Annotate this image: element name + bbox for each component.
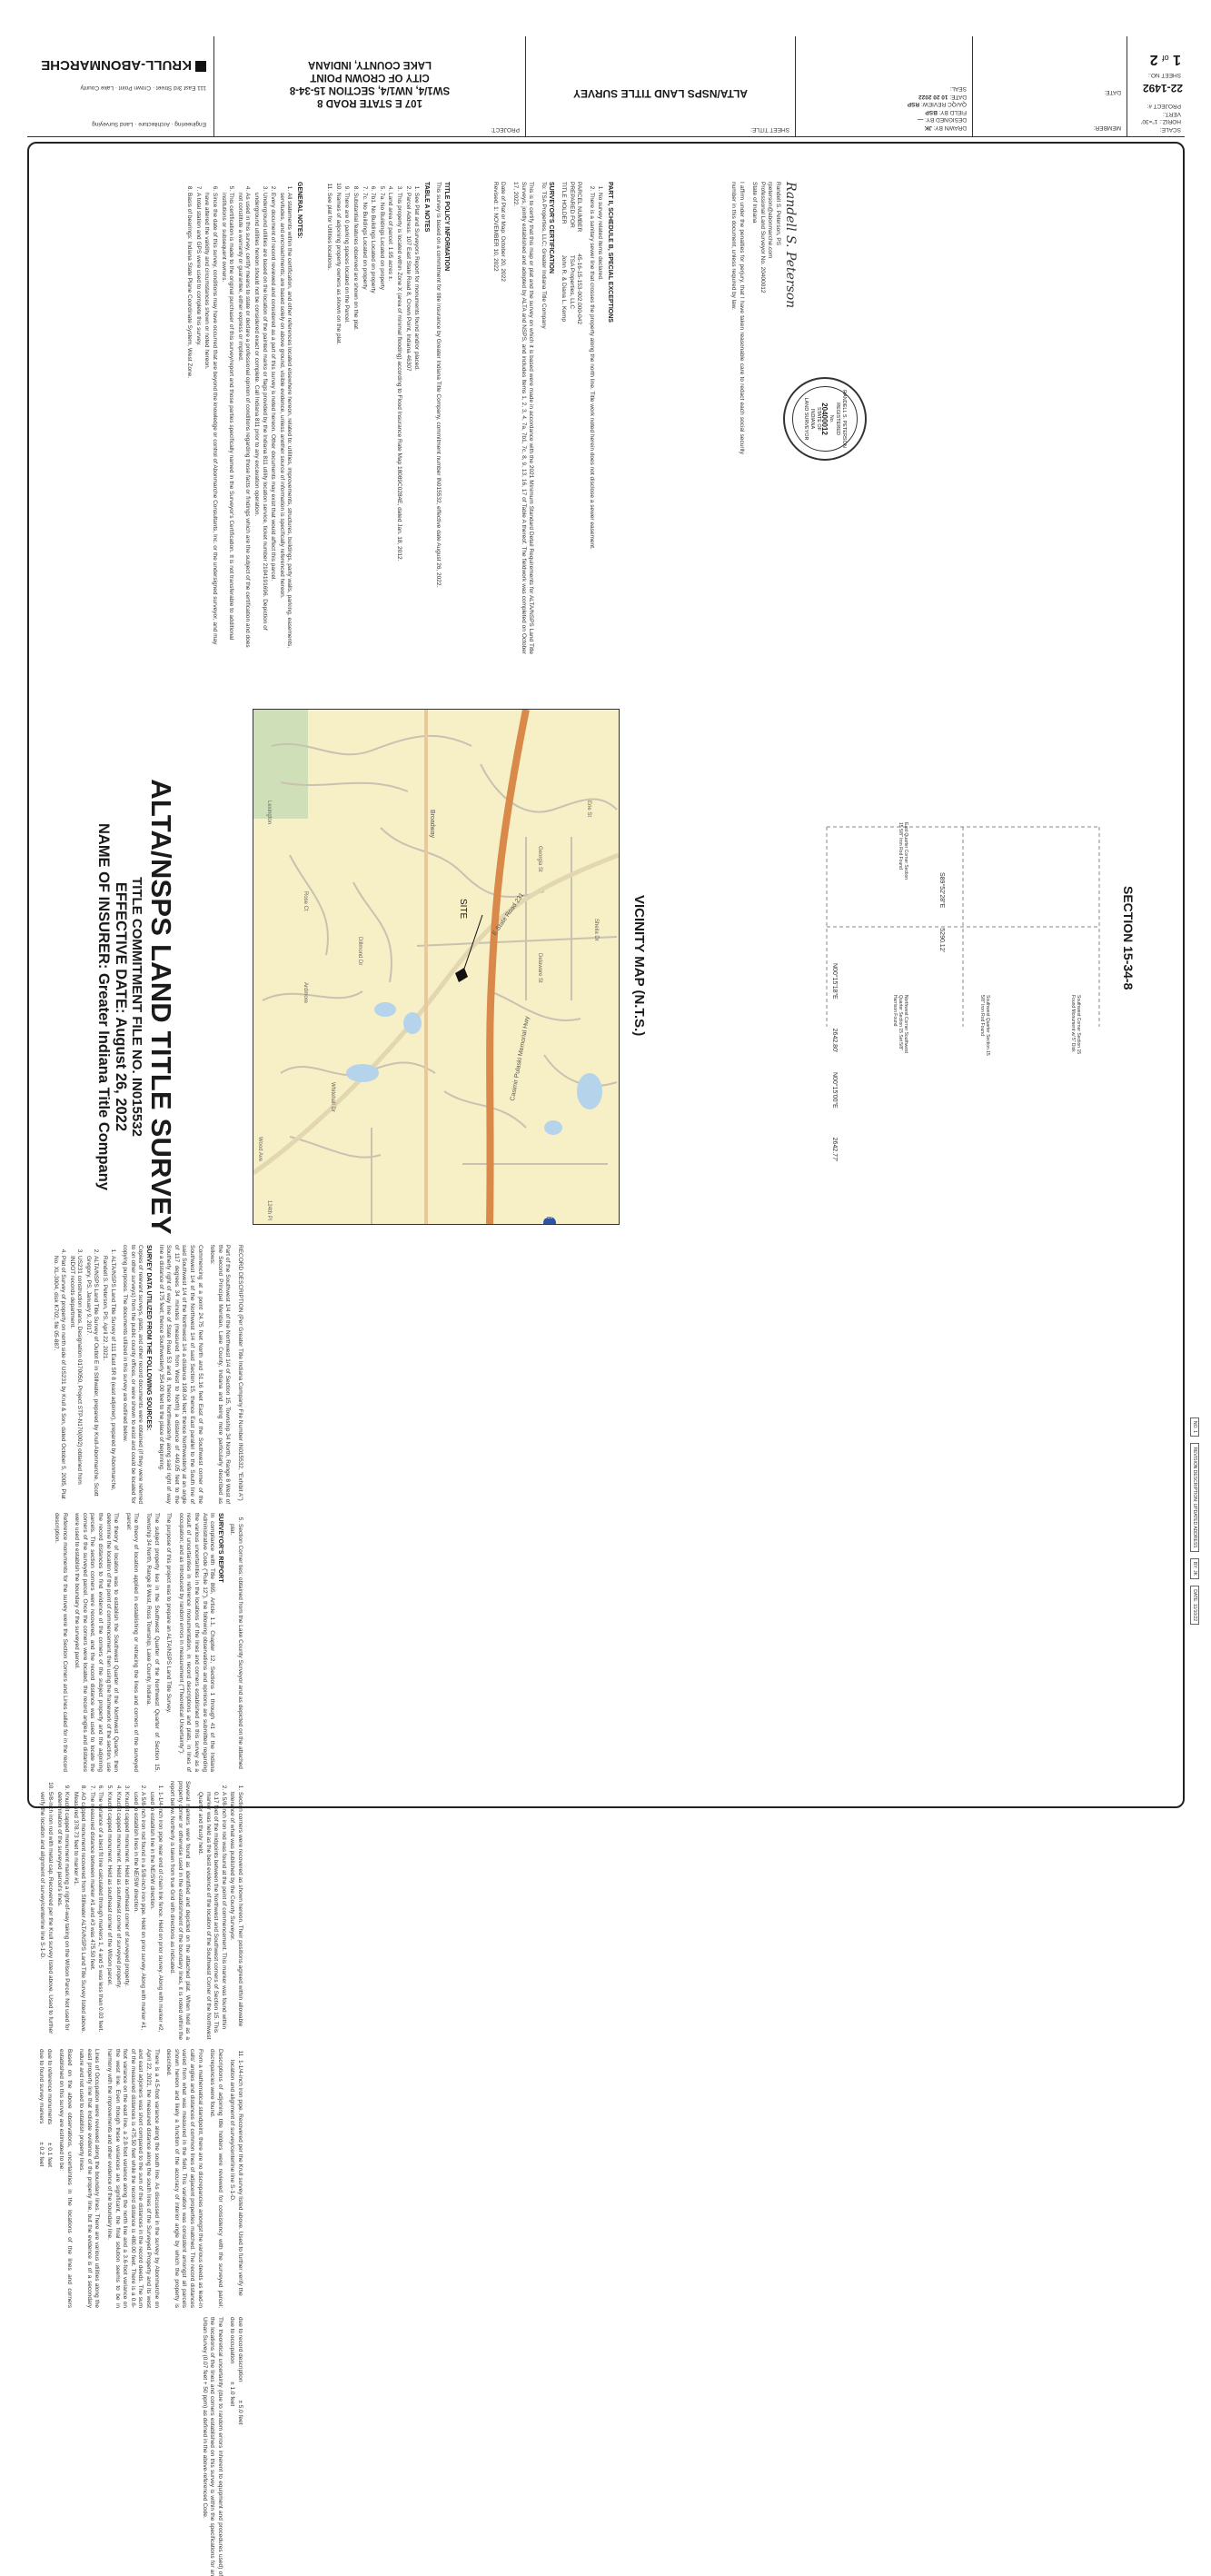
- surveyor-state: State of Indiana: [751, 182, 759, 224]
- pond: [346, 1064, 379, 1082]
- project-label: PROJECT:: [491, 126, 520, 133]
- vicinity-map-graphic: [253, 710, 619, 1224]
- schedule-item: 2. There is a sanitary sewer line that crosses the property along the north line. Title work noted herein does not disclose a sewer easement.: [587, 193, 595, 654]
- field-label: FIELD BY:: [938, 108, 967, 115]
- parcel-label: PARCEL NUMBER: [576, 182, 583, 233]
- monument-item: 2. A 5/8-inch iron rod was found at the point of commencement. This marker was found within 0.17 feet of the midpoints between the Northwest and Southwest corners of Section 15. This marker was held as the best evidence of the location of the Southwest Corner of the Northwest Quarter and thusly held.: [195, 1792, 226, 2040]
- cert-date: Date of Plat or Map: October 20, 2022: [500, 182, 507, 282]
- vicinity-map: [253, 709, 620, 1225]
- report-paragraph: The subject property lies in the Southwest Quarter of the Northwest Quarter of Section 15, Township 34 North, Range 8 West, Ross Township, Lake County, Indiana.: [145, 1513, 160, 1772]
- general-note: 4. As used in this survey, certify means to state or declare a professional opinion of conditions regarding those facts or findings which are the subject of the certification and does not constitute a warranty or guarantee, either express or implied.: [235, 193, 251, 654]
- uncertainty-value: ± 5.0 feet: [237, 2400, 243, 2425]
- monuments-heading: Reference monuments for the survey were the Section Corners and Lines called for in the record description.: [54, 1513, 68, 1772]
- report-paragraph: In compliance with Title 865, Article 1.1, Chapter 12, Sections 1 through 41 of the Indiana Administrative Code ("Rule 12"), the following observations and opinions are submitted regarding the various uncertainties in the locations of the lines and corners established on this survey as a result of uncertainties in reference monumentation, in record descriptions and plats, in lines of occupation; and as introduced by random errors in measurement ("Theoretical Uncertainty"):: [177, 1513, 216, 1772]
- schedule-heading: PART II, SCHEDULE B, SPECIAL EXCEPTIONS: [607, 182, 613, 323]
- data-item: 2. ALTA/NSPS Land Title Survey of Outlot E in Stillwater, prepared by Krull-Abonmarche, Scott Gregory, PS, January 9, 2017.: [84, 1256, 99, 1504]
- vicinity-caption: [631, 895, 647, 1036]
- table-a-item: 6. 7b1. No Buildings Located on property: [369, 193, 377, 654]
- data-item: 5. Section Corner ties: obtained from the Lake County Surveyor and as depicted on the attached plat.: [228, 1524, 243, 1772]
- report-paragraph: The theory of location applied in establishing or retracing the lines and corners of the surveyed parcel:: [124, 1513, 140, 1772]
- seal-line: INDIANA: [809, 408, 816, 430]
- road-label-georgia: Georgia St: [537, 846, 542, 872]
- schedule-item: 1. No survey related items declared.: [596, 193, 604, 654]
- project-line: LAKE COUNTY, INDIANA: [307, 59, 432, 70]
- seal-line: 20400012: [820, 403, 829, 435]
- road-label-wood: Wood Ave: [257, 1137, 263, 1162]
- corner-text: Northwest Corner Southwest Quarter Section 15 Set 5/8" Harrison Found: [892, 995, 908, 1053]
- field-label: DRAWN BY:: [933, 124, 967, 131]
- project-number: 22-1492: [1142, 82, 1183, 94]
- section-corner-label-ne: [898, 822, 908, 886]
- sheet-of: of: [1162, 54, 1169, 63]
- general-note: 1. All statements within the certification, and other references located elsewhere hereon, related to: utilities, improvements, structures, buildings, party walls, parking, easements, servitudes, and encroachments; are based solely on above ground, visible evidence, unless another source of information is specifically referenced hereon.: [277, 193, 293, 654]
- marker-item: 2. A 5/8-inch iron rod found in a 5/8-inch iron pipe. Held on prior survey. Along with marker #1, used to establish lines in the NE/SW direction.: [131, 1792, 146, 2040]
- table-a-heading: TABLE A NOTES: [422, 182, 430, 233]
- sheet-label: SHEET NO.:: [1147, 72, 1181, 78]
- scale-horiz: HORIZ.: 1"=30': [1141, 118, 1181, 125]
- distance-text: 2642.77': [831, 1137, 838, 1162]
- field-value: RSP: [907, 101, 920, 108]
- bearing-text: N00°15'00"E: [831, 1072, 838, 1109]
- title-block-main: [94, 771, 177, 1243]
- marker-item: 3. Knuckit capped monument. Held as northeast corner of surveyed property.: [123, 1792, 131, 2040]
- parcel-row: [575, 182, 583, 654]
- uncertainty-row: [45, 2049, 53, 2308]
- firm-block: [27, 36, 213, 136]
- pond: [544, 1120, 562, 1135]
- revision-strip: [1192, 1417, 1197, 1817]
- pond: [374, 1002, 396, 1017]
- marker-item: 10. 5/8-inch iron rod with metal cap. Recovered per the Krull survey listed above. Used to further verify the location and alignment of survey/centerline line S-1-D.: [38, 1792, 54, 2040]
- road-label-dillmond: Dillmond Dr: [357, 937, 362, 966]
- field-label: QA/QC REVIEW:: [920, 101, 967, 108]
- table-a-item: 10. Names of adjoining property owners as shown on the plat.: [333, 193, 342, 654]
- field-row: [803, 123, 967, 131]
- pond: [403, 1012, 422, 1034]
- uncertainty-value: ± 0.1 feet: [45, 2142, 53, 2167]
- project-line: SW1/4, NW1/4, SECTION 15-34-8: [289, 85, 451, 95]
- report-paragraph: The purpose of this project was to prepare an ALTA/NSPS Land Title Survey.: [165, 1513, 173, 1714]
- surveyor-email: rpeterson@abonmarche.com: [767, 182, 774, 259]
- road-label-erie: Erie St: [586, 801, 591, 818]
- uncertainty-value: ± 0.2 feet: [37, 2142, 45, 2167]
- surveyor-name: Randell S. Peterson, PS: [775, 182, 781, 246]
- vicinity-caption-text: VICINITY MAP (N.T.S.): [631, 895, 647, 1037]
- prepared-row: [567, 182, 575, 654]
- markers-paragraph: Several markers were found as identified and depicted on the attached plat. When held as a property corner or otherwise used in the establishment of the boundary lines, it is noted within the report below. Northerly is taken from true Grid with directions as indicated.: [169, 1781, 192, 2040]
- marker-item: 7. The measured distance between marker #1 and #3 was 475.50 feet.: [87, 1792, 95, 2040]
- corner-text: Southwest Corner Section 15 Found Monument w/ 5" Disk: [1070, 995, 1081, 1055]
- uncertainty-row: [235, 2317, 243, 2576]
- sheet-title-block: [526, 36, 795, 136]
- highway-shield-number: 231: [545, 1215, 553, 1220]
- road-label-ardmore: Ardmore: [303, 982, 308, 1004]
- report-paragraph: The theory of location was to establish the Southwest Quarter of the Northwest Quarter, then determine the location of the point of commencement, then using the framework of the section, use the record distances to find evidence of the corners of the subject property and the adjoining parcels. The section corners were recovered, and the record distance was used to locate the corners of the surveyed parcel. Once the corners were located, the record angles and distances were used to establish the boundary of the surveyed parcel.: [74, 1513, 120, 1772]
- schedule-list: [587, 182, 603, 654]
- field-row: [803, 92, 967, 100]
- seal-line: No.: [829, 414, 835, 423]
- pond: [577, 1073, 602, 1109]
- table-a-item: 9. There are 0 parking spaces located on the Parcel.: [342, 193, 351, 654]
- sheet-total: 2: [1149, 52, 1158, 67]
- cert-revised: Revised: 1: NOVEMBER 10, 2022: [491, 182, 499, 272]
- e-state-road: [253, 855, 619, 1173]
- member-block: [973, 36, 1127, 136]
- section-bearing-mid: [937, 872, 945, 952]
- bearing-text: S89°52'28"E: [938, 872, 945, 909]
- project-number-label: PROJECT #:: [1146, 103, 1181, 110]
- monuments-list: [195, 1781, 243, 2040]
- monument-item: 1. Section corners were recovered as shown hereon. Their positions agreed within allowable tolerance of what was published by the County Surveyor.: [228, 1792, 243, 2040]
- corner-text: Southwest Quarter Section 15 5/8" Iron Rod Found: [979, 995, 990, 1056]
- right-column-notes: [169, 182, 307, 654]
- general-note: 6. Since the date of this survey, conditions may have occurred that are beyond the knowledge or control of Abonmarche Consultants, Inc. or the undersigned surveyor, and may have altered the validity and circumstances shown or noted hereon.: [203, 193, 218, 654]
- prepared-value: TSA Properties, LLC: [568, 254, 575, 310]
- surveyor-title: Professional Land Surveyor No. 20400012: [759, 182, 766, 293]
- affirmation: I affirm under the penalties for perjury, that I have taken reasonable care to redact each social security number in this document, unless required by law.: [730, 182, 745, 454]
- field-label: DATE:: [949, 93, 967, 100]
- report-heading: SURVEYOR'S REPORT: [216, 1513, 223, 1583]
- site-parcel-marker: [455, 968, 468, 982]
- bearing-text: N00°15'18"E: [831, 963, 838, 1000]
- section-bearing-bottom: [829, 1072, 838, 1161]
- date-label: DATE:: [1104, 89, 1121, 96]
- general-note: 8. Basis of bearings: Indiana State Plane Coordinate System, West Zone.: [185, 193, 194, 654]
- road-label-delaware: Delaware St: [537, 953, 542, 983]
- marker-item: 4. Knuckit capped monument. Held as southwest corner of surveyed property.: [114, 1792, 122, 2040]
- signature-text: Randell S. Peterson: [783, 182, 798, 309]
- project-block: [214, 36, 525, 136]
- data-item: 1. ALTA/NSPS Land Title Survey of 111 East SR 8 (east adjoiner), prepared by Abonmarche, Randell S. Peterson, PS, April 22, 2021.: [101, 1256, 116, 1504]
- table-a-item: 7. 7c. No Buildings Located on property: [360, 193, 368, 654]
- table-a-item: 3. This property is located within Zone X (area of minimal flooding) according to Flood Insurance Rate Map 18089C0284E, dated Jan. 18, 2012.: [394, 193, 402, 654]
- sheet-num: 1: [1173, 52, 1181, 67]
- section-diagram-graphic: [818, 818, 1108, 1036]
- scale-vert: VERT.:: [1162, 110, 1181, 117]
- sheet-number: [1150, 51, 1181, 67]
- marker-item: 5. Knuckit capped monument. Held as southeast corner of the Wilson parcel.: [105, 1792, 114, 2040]
- section-bearing-top: [829, 963, 838, 1052]
- field-value: 10 20 2022: [918, 93, 948, 100]
- prepared-label: PREPARED FOR: [568, 182, 575, 228]
- uncertainty-label: due to found survey markers: [37, 2049, 45, 2124]
- marker-item: 6. The variance of a best fit line calculated through markers 1, 4 and 5 was less than 0.03 feet.: [96, 1792, 104, 2040]
- firm-logo: [41, 57, 206, 73]
- left-column-notes: [35, 1245, 243, 2576]
- surveyor-seal: [783, 377, 867, 461]
- theoretical-paragraph: The theoretical uncertainty (due to random errors inherent to equipment and procedures used) of the locations of the lines and corners established on this survey is within the specifications for an Urban Survey (0.07 feet + 50 ppm) as defined in the above-referenced Code.: [201, 2317, 223, 2576]
- table-a-item: 4. Land area of parcel: 1.95 acres ±.: [386, 193, 394, 654]
- general-note: 5. This certification is made to the original purchaser of this survey/report and those parties specifically named in the Surveyor's Certification. It is not transferable to additional institutions or subsequent owners.: [219, 193, 234, 654]
- policy-heading: TITLE POLICY INFORMATION: [443, 182, 450, 272]
- page-title: ALTA/NSPS LAND TITLE SURVEY: [145, 779, 177, 1235]
- corner-text: East Quarter Corner Section 15 5/8" Iron Rod Found: [898, 822, 908, 880]
- firm-logo-icon: [195, 61, 206, 72]
- road-label-rose: Rose Ct: [303, 891, 308, 911]
- sheet-number-block: [1127, 36, 1185, 136]
- general-note: 7. A total station and GPS were used to complete this survey.: [194, 193, 202, 654]
- marker-item: 1. 1-1/4-inch iron pipe near end of chain link fence. Held on prior survey. Along with marker #2, used to establish line in the NE/SW direction.: [147, 1792, 163, 2040]
- uncertainty-label: due to reference monuments: [45, 2049, 53, 2125]
- data-heading: SURVEY DATA UTILIZED FROM THE FOLLOWING SOURCES:: [145, 1245, 153, 1431]
- holder-label: TITLE HOLDER: [561, 182, 568, 224]
- field-value: JK: [924, 124, 932, 131]
- holder-row: [559, 182, 567, 654]
- scale-block: [1128, 102, 1181, 133]
- table-a-list: [325, 182, 421, 654]
- uncertainty-row: [36, 2049, 45, 2308]
- seal-text: [785, 379, 865, 459]
- firm-subtitle: Engineering · Architecture · Land Surveying: [92, 121, 206, 127]
- marker-item: 8. AO capped monument recovered from Stillwater ALTA/NSPS Land Title Survey listed above. Measured 378.73 feet to marker #1.: [71, 1792, 86, 2040]
- record-description: Part of the Southwest 1/4 of the Northwest 1/4 of Section 15, Township 34 North, Range 8 West of the Second Principal Meridian, Lake County, Indiana and being more particularly described as follows:: [209, 1245, 232, 1504]
- general-notes-heading: GENERAL NOTES:: [296, 182, 303, 239]
- general-note: 3. Underground utilities are based on the location of the painted marks or flags provided by the Indiana 811 utility location service, ticket number 2104191696. Depiction of underground utilities hereon should not be considered exact or complete. Call Indiana 811 prior to any excavation operation.: [252, 193, 267, 654]
- marker-item: 9. Knuckit capped monument marking a right-of-way taking on the Wilson Parcel. Not used for determination of the surveyed parcel's lines.: [55, 1792, 70, 2040]
- record-description-2: Commencing at a point 24.75 feet North and 51.16 feet East of the Southwest corner of the Southwest 1/4 of the Northwest 1/4 of said Section 15, thence East parallel to the South line of said Southwest 1/4 of the Northwest 1/4 a distance 198.04 feet; thence Northwesterly at an angle of 117 degrees 34 minutes (measured from West to North) a distance of 449.05 feet to the Southerly right of way line of State Road 53 and 8, thence Northwesterly along said right of way line a distance of 175 feet; thence Southwesterly 354.00 feet to the place of beginning.: [157, 1245, 203, 1504]
- road-label-124th: 124th Pl: [266, 1200, 272, 1221]
- field-value: BSP: [925, 108, 938, 115]
- section-corner-label-mid: [979, 995, 990, 1059]
- firm-name: KRULL-ABONMARCHE: [41, 57, 192, 73]
- site-label: SITE: [458, 899, 468, 920]
- title-file-number: TITLE COMMITMENT FILE NO. IN015532: [129, 877, 144, 1137]
- cert-paragraph: This is to certify that this map or plat and the survey on which it is based were made in accordance with the 2021 Minimum Standard Detail Requirements for ALTA/NSPS Land Title Surveys, jointly established and adopted by ALTA and NSPS, and includes Items 1, 2, 3, 4, 7a, 7b1, 7c, 8, 9, 13, 16, 17 of Table A thereof. The fieldwork was completed on October 17, 2022.: [512, 182, 535, 654]
- firm-offices: 111 East 3rd Street · Crown Point · Lake County: [80, 85, 206, 91]
- title-effective-date: EFFECTIVE DATE: August 26, 2022: [113, 881, 129, 1132]
- field-row: [803, 100, 967, 108]
- title-insurer: NAME OF INSURER: Greater Indiana Title Company: [95, 822, 112, 1190]
- right-column-notes-3: [472, 182, 618, 654]
- table-a-item: 1. See Plat and Surveyors Report for monuments found and/or placed.: [412, 193, 421, 654]
- section-caption-text: SECTION 15-34-8: [1121, 886, 1136, 990]
- record-heading: RECORD DESCRIPTION (Per Greater Title Indiana Company File Number IN015532, "Exhibit A"): [237, 1245, 243, 1501]
- table-a-item: 5. 7a. No Buildings Located on property: [377, 193, 385, 654]
- road-label-lexington: Lexington: [266, 801, 272, 825]
- section-caption: [1121, 886, 1136, 990]
- data-paragraph: Copies of relevant surveys, plats, and other record documents were obtained (if they were referred to on other surveys) from the public county offices, or were shown to exist and could be located for copying purposes. The documents utilized in this survey are outlined below.: [122, 1245, 144, 1504]
- marker-item: 11. 1-1/4-inch iron pipe. Recovered per the Krull survey listed above. Used to further verify the location and alignment of survey/centerline line S-1-D.: [228, 2060, 243, 2308]
- cert-heading: SURVEYOR'S CERTIFICATION: [548, 182, 555, 274]
- seal-line: LAND SURVEYOR: [803, 397, 809, 441]
- holder-value: John R. & Diana L. Kemp: [561, 254, 568, 322]
- data-item: 3. US231 construction plans, Designation 0170050, Project STP-N170(002) obtained from INDOT records department.: [67, 1256, 83, 1504]
- general-note: 2. Every document of record reviewed and considered as a part of this survey is noted hereon. Other documents may exist that would affect this parcel.: [269, 193, 277, 654]
- table-a-item: 8. Substantial features observed are shown on the plat.: [351, 193, 359, 654]
- sheet-title-label: SHEET TITLE:: [750, 126, 789, 133]
- section-corner-label-nw: [892, 995, 908, 1059]
- park-area: [253, 710, 308, 819]
- uncertainty-label: due to occupation: [229, 2317, 236, 2364]
- uncertainty-label: due to record description: [237, 2317, 243, 2382]
- field-row: [803, 84, 967, 92]
- scale-label: SCALE:: [1159, 126, 1181, 133]
- field-label: DESIGNED BY:: [925, 116, 967, 124]
- adjoining-paragraph: There is a 4.5-foot variance along the south line. As discussed in the survey by Abonmarche on April 22, 2021, the measured distance along the south lines of the Surveyed Property and its west and east adjoiners was short compared to the sum of the distances in the record deeds. The sum of the measured distances is 475.50 feet while the record distance is 480.00 feet. There is a 0.6-foot variance on the east line, a 2.0-foot variance along the north line and a 3.6-foot variance on the west line. Even though these variances are significant, the final solution seems to be in harmony with the improvements and other evidence of the boundary line.: [106, 2049, 160, 2308]
- fields-block: [796, 36, 972, 136]
- uncertainty-value: ± 1.0 feet: [229, 2382, 236, 2407]
- seal-line: RANDELL S. PETERSON: [841, 390, 848, 448]
- adjoining-paragraph: Descriptions of adjoining title holders were reviewed for consistency with the surveyed parcel; discrepancies were found.: [209, 2049, 223, 2308]
- divider: [27, 136, 1185, 137]
- road-label-state-road: E State Road 231: [491, 891, 526, 938]
- road-label-whitehall: Whitehall Dr: [330, 1082, 335, 1112]
- member-label: MEMBER:: [1093, 124, 1121, 131]
- project-text: [214, 58, 525, 109]
- policy-paragraph: This survey is based on a commitment for title insurance by Greater Indiana Title Company, commitment number IN015532, effective date August 26, 2022.: [435, 182, 442, 588]
- table-a-item: 11. See plat for Utilities locations.: [325, 193, 333, 654]
- table-a-item: 2. Parcel Address: 107 East State Road 8, Crown Point, Indiana 46307: [403, 193, 412, 654]
- right-column-notes-2: [291, 182, 454, 654]
- sheet-title: ALTA/NSPS LAND TITLE SURVEY: [573, 87, 749, 100]
- road-label-broadway: Broadway: [429, 810, 435, 839]
- cert-to: To: TSA Properties, LLC; Greater Indiana Title Company: [540, 182, 547, 329]
- distance-text: 5290.12': [938, 928, 945, 952]
- field-value: —: [917, 116, 924, 124]
- distance-text: 2642.80': [831, 1028, 838, 1053]
- seal-line: REGISTERED: [835, 403, 841, 435]
- field-row: [803, 107, 967, 115]
- local-streets: [263, 736, 617, 1164]
- field-label: SEAL:: [949, 85, 967, 93]
- road-label-sheila: Sheila Dr: [593, 919, 599, 941]
- title-block: [27, 36, 1185, 138]
- data-item: 4. Plat of Survey of property on north side of US231 by Krull & Son, dated October 5, 2005, Plat No. XL-3004, disk K702, file 05-887.: [51, 1256, 66, 1504]
- uncertainty-paragraph: Based on the above observations, uncertainties in the locations of the lines and corners established on this survey are estimated to be:: [58, 2049, 73, 2308]
- project-line: 107 E STATE ROAD 8: [317, 97, 422, 108]
- adjoining-paragraph: From a mathematical standpoint, there are no discrepancies amongst the various deeds as lead-in calls' angles and distances of common lines of adjacent properties matched. The record distances varied from what was measured in the field. This variation was consistent amongst all parcels shown hereon and likely a function of the accuracy of interior angle by which the property is described.: [165, 2049, 203, 2308]
- occupation-paragraph: Lines of Occupation were reviewed along the boundary lines. There are various utilities along the east property line that indicate evidence of the property line, but the evidence is of a secondary nature and not used to establish property lines.: [78, 2049, 101, 2308]
- revision-by: BY: JK: [1190, 1558, 1199, 1579]
- general-notes-list: [185, 182, 293, 654]
- seal-line: STATE OF: [816, 406, 822, 432]
- field-row: [803, 115, 967, 124]
- revision-date: DATE: 11/10/22: [1190, 1586, 1199, 1625]
- revision-desc: REVISION DESCRIPTION: UPDATED ADDRESS: [1190, 1443, 1199, 1551]
- section-corner-label-sw: [1070, 995, 1081, 1059]
- road-label-highway: Casimir Pulaski Memorial Hwy: [510, 1015, 531, 1102]
- project-line: CITY OF CROWN POINT: [310, 72, 430, 83]
- parcel-value: 45-16-15-153-002.000-042: [576, 254, 583, 324]
- uncertainty-row: [228, 2317, 236, 2576]
- revision-no: NO. 1: [1190, 1417, 1199, 1437]
